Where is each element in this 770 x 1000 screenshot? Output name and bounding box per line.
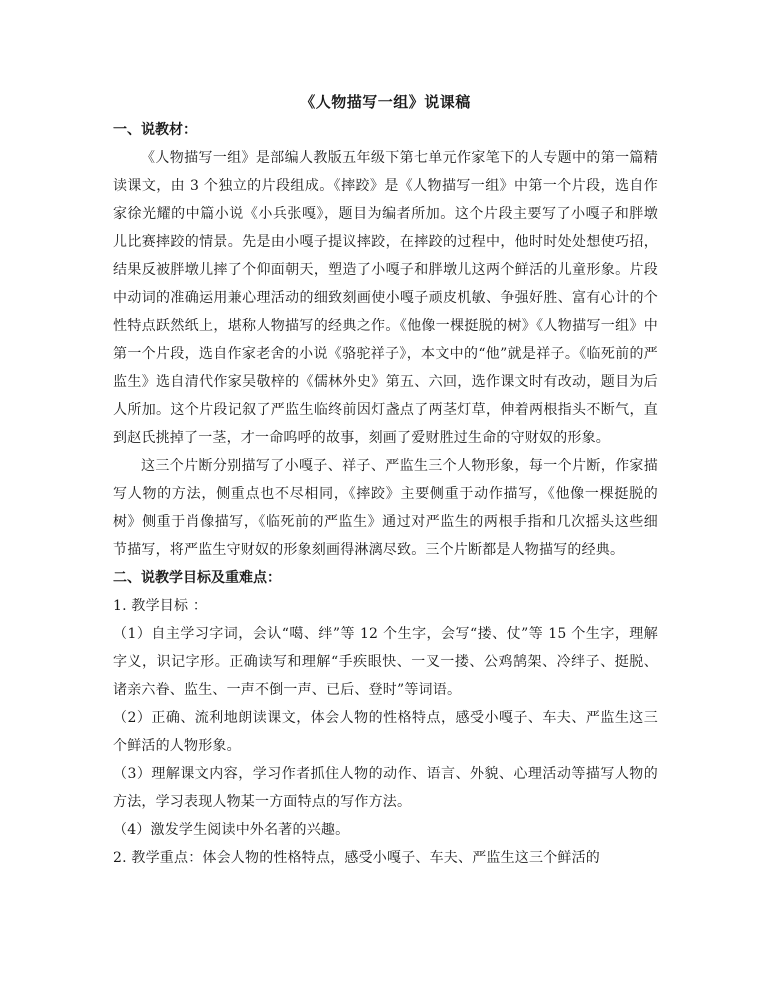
objectives-label: 1. 教学目标 ： (113, 598, 208, 614)
document-page (113, 88, 658, 872)
document-title: 《人物描写一组》说课稿 (300, 93, 471, 111)
section-heading-textbook: 一、说教材： (113, 122, 197, 138)
objective-item-1: （1）自主学习字词，会认“噶、绊”等 12 个生字，会写“搂、仗”等 15 个生字，理解字义，识记字形。正确读写和理解“手疾眼快、一叉一搂、公鸡鹄架、冷绊子、挺脱、诸亲六眷、监生、一声不倒一声、已后、登时”等词语。 (113, 626, 658, 698)
objective-item-2: （2）正确、流利地朗读课文，体会人物的性格特点，感受小嘎子、车夫、严监生这三个鲜活的人物形象。 (113, 710, 658, 754)
section-heading-objectives: 二、说教学目标及重难点： (113, 570, 281, 586)
objective-item-3: （3）理解课文内容，学习作者抓住人物的动作、语言、外貌、心理活动等描写人物的方法，学习表现人物某一方面特点的写作方法。 (113, 766, 658, 810)
paragraph-textbook-intro: 《人物描写一组》是部编人教版五年级下第七单元作家笔下的人专题中的第一篇精读课文，由 3 个独立的片段组成。《摔跤》是《人物描写一组》中第一个片段，选自作家徐光耀的中篇小说《小兵张嘎》，题目为编者所加。这个片段主要写了小嘎子和胖墩儿比赛摔跤的情景。先是由小嘎子提议摔跤，在摔跤的过程中，他时时处处想使巧招，结果反被胖墩儿摔了个仰面朝天，塑造了小嘎子和胖墩儿这两个鲜活的儿童形象。片段中动词的准确运用兼心理活动的细致刻画使小嘎子顽皮机敏、争强好胜、富有心计的个性特点跃然纸上，堪称人物描写的经典之作。《他像一棵挺脱的树》《人物描写一组》中第一个片段，选自作家老舍的小说《骆驼祥子》，本文中的“他”就是祥子。《临死前的严监生》选自清代作家吴敬梓的《儒林外史》第五、六回，选作课文时有改动，题目为后人所加。这个片段记叙了严监生临终前因灯盏点了两茎灯草，伸着两根指头不断气，直到赵氏挑掉了一茎，才一命呜呼的故事，刻画了爱财胜过生命的守财奴的形象。 (113, 150, 658, 446)
teaching-key-points: 2. 教学重点：体会人物的性格特点，感受小嘎子、车夫、严监生这三个鲜活的 (113, 850, 601, 866)
objective-item-4: （4）激发学生阅读中外名著的兴趣。 (113, 822, 350, 838)
paragraph-textbook-summary: 这三个片断分别描写了小嘎子、祥子、严监生三个人物形象，每一个片断，作家描写人物的方法，侧重点也不尽相同，《摔跤》主要侧重于动作描写，《他像一棵挺脱的树》侧重于肖像描写，《临死前的严监生》通过对严监生的两根手指和几次摇头这些细节描写，将严监生守财奴的形象刻画得淋漓尽致。三个片断都是人物描写的经典。 (113, 458, 658, 558)
